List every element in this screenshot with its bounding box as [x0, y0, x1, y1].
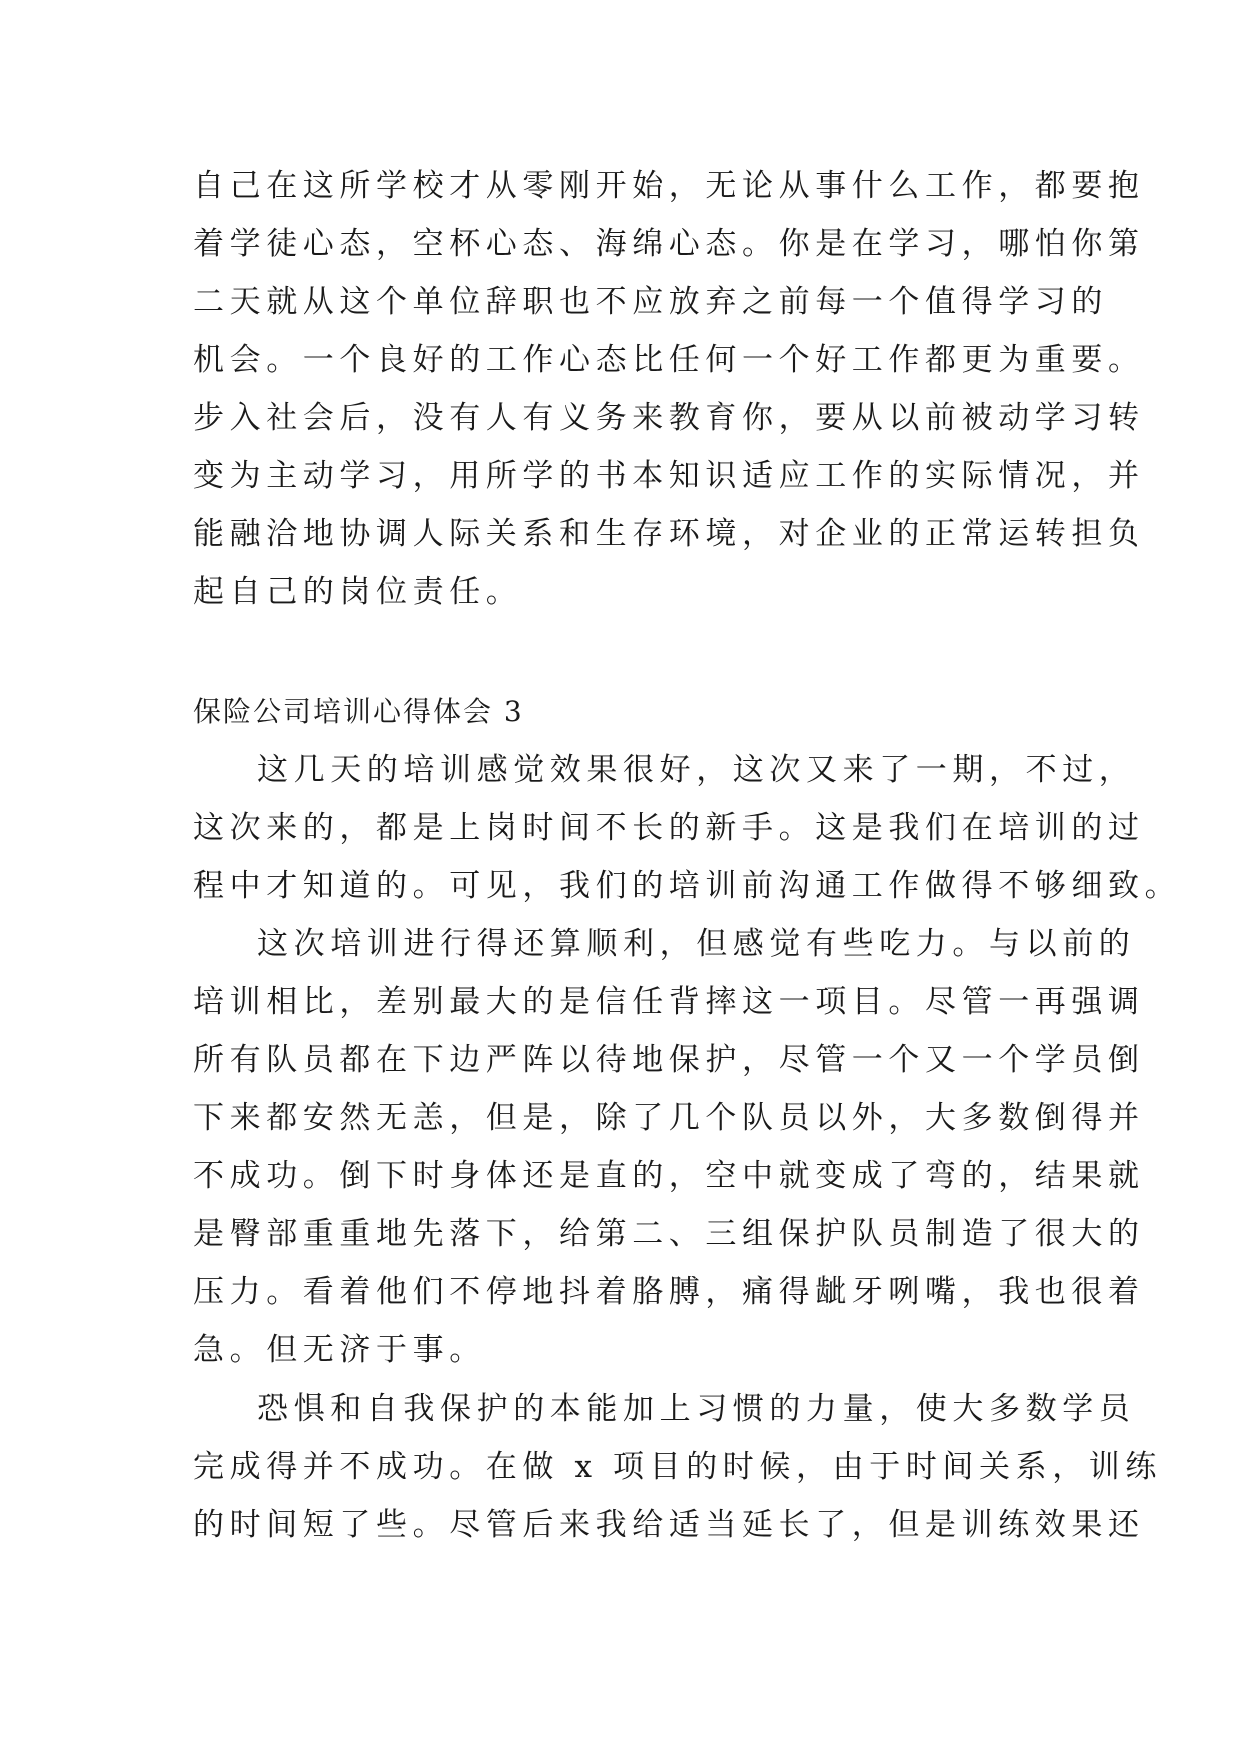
section-heading: 保险公司培训心得体会 3	[193, 695, 524, 728]
intro-paragraph	[193, 157, 1145, 621]
paragraph-line: 变为主动学习，用所学的书本知识适应工作的实际情况，并	[193, 458, 1145, 494]
paragraph-line: 机会。一个良好的工作心态比任何一个好工作都更为重要。	[193, 342, 1145, 378]
paragraph-line: 下来都安然无恙，但是，除了几个队员以外，大多数倒得并	[193, 1100, 1145, 1136]
paragraph-line: 的时间短了些。尽管后来我给适当延长了，但是训练效果还	[193, 1507, 1145, 1543]
paragraph-line: 这几天的培训感觉效果很好，这次又来了一期，不过，	[257, 752, 1136, 788]
paragraph-line: 恐惧和自我保护的本能加上习惯的力量，使大多数学员	[257, 1391, 1136, 1427]
paragraph-line: 能融洽地协调人际关系和生存环境，对企业的正常运转担负	[193, 516, 1145, 552]
paragraph-line: 二天就从这个单位辞职也不应放弃之前每一个值得学习的	[193, 284, 1108, 320]
paragraph-line: 着学徒心态，空杯心态、海绵心态。你是在学习，哪怕你第	[193, 226, 1145, 262]
paragraph-line: 急。但无济于事。	[193, 1332, 486, 1368]
paragraph-line: 这次来的，都是上岗时间不长的新手。这是我们在培训的过	[193, 810, 1145, 846]
paragraph-line: 自己在这所学校才从零刚开始，无论从事什么工作，都要抱	[193, 168, 1145, 204]
paragraph-line: 这次培训进行得还算顺利，但感觉有些吃力。与以前的	[257, 926, 1136, 962]
paragraph-line: 培训相比，差别最大的是信任背摔这一项目。尽管一再强调	[193, 984, 1145, 1020]
paragraph-line: 步入社会后，没有人有义务来教育你，要从以前被动学习转	[193, 400, 1145, 436]
paragraph-line: 压力。看着他们不停地抖着胳膊，痛得龇牙咧嘴，我也很着	[193, 1274, 1145, 1310]
paragraph-line: 完成得并不成功。在做 x 项目的时候，由于时间关系，训练	[193, 1449, 1162, 1485]
paragraph-3	[193, 1380, 1162, 1554]
paragraph-1	[193, 741, 1182, 915]
paragraph-line: 是臀部重重地先落下，给第二、三组保护队员制造了很大的	[193, 1216, 1145, 1252]
paragraph-line: 所有队员都在下边严阵以待地保护，尽管一个又一个学员倒	[193, 1042, 1145, 1078]
paragraph-line: 不成功。倒下时身体还是直的，空中就变成了弯的，结果就	[193, 1158, 1145, 1194]
paragraph-line: 程中才知道的。可见，我们的培训前沟通工作做得不够细致。	[193, 868, 1182, 904]
section-heading-block	[193, 683, 1073, 741]
paragraph-line: 起自己的岗位责任。	[193, 574, 523, 610]
paragraph-2	[193, 915, 1145, 1379]
